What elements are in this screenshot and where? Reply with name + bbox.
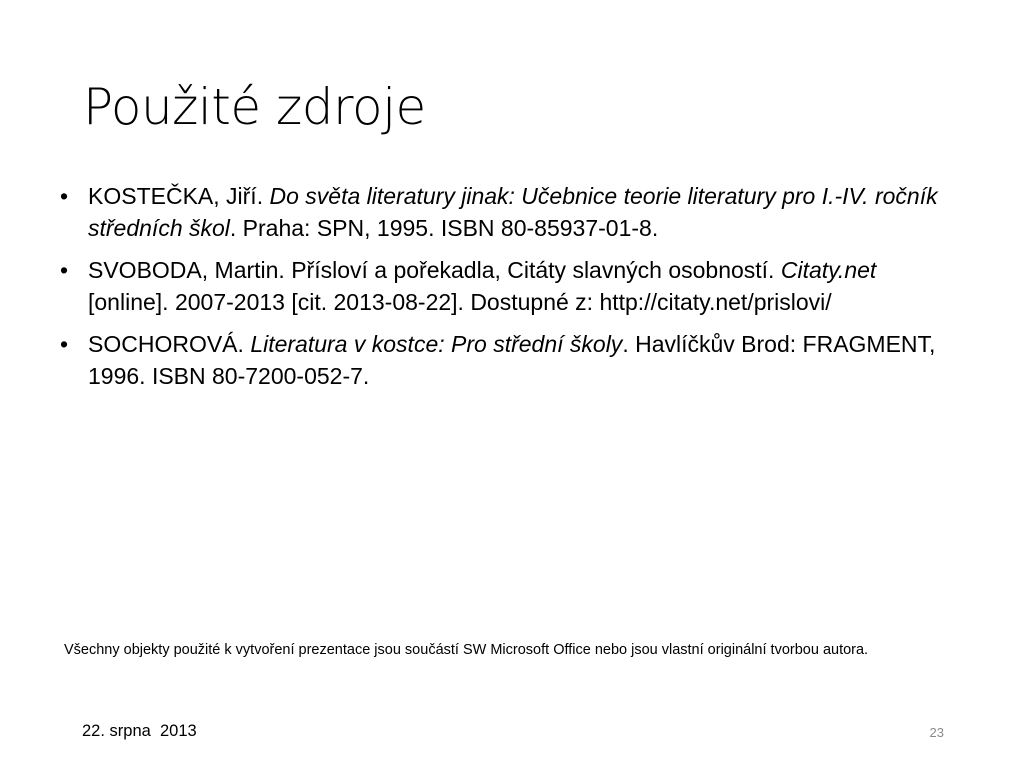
reference-title: Citaty.net — [780, 257, 877, 283]
bullet-icon: • — [60, 331, 69, 357]
bullet-icon: • — [60, 257, 69, 283]
reference-title: Do světa literatury jinak: Učebnice teorie literatury pro I.-IV. ročník středních škol — [88, 183, 938, 241]
reference-publication: . Havlíčkův Brod: FRAGMENT, 1996. ISBN 80-7200-052-7. — [88, 331, 936, 389]
reference-author: KOSTEČKA, Jiří. — [88, 183, 264, 209]
reference-title: Literatura v kostce: Pro střední školy — [250, 331, 623, 357]
slide-title: Použité zdroje — [83, 78, 426, 136]
reference-item — [60, 254, 960, 318]
reference-list — [60, 180, 960, 402]
reference-publication: [online]. 2007-2013 [cit. 2013-08-22]. Dostupné z: http://citaty.net/prislovi/ — [88, 289, 832, 315]
reference-item — [60, 180, 960, 244]
reference-item — [60, 328, 960, 392]
slide-date: 22. srpna 2013 — [82, 722, 197, 740]
page-number: 23 — [929, 725, 944, 740]
reference-author: SOCHOROVÁ. — [88, 331, 244, 357]
footnote: Všechny objekty použité k vytvoření prezentace jsou součástí SW Microsoft Office nebo jsou vlastní originální tvorbou autora. — [64, 642, 869, 658]
reference-author: SVOBODA, Martin. Přísloví a pořekadla, Citáty slavných osobností. — [88, 257, 775, 283]
bullet-icon: • — [60, 183, 69, 209]
reference-publication: . Praha: SPN, 1995. ISBN 80-85937-01-8. — [229, 215, 659, 241]
